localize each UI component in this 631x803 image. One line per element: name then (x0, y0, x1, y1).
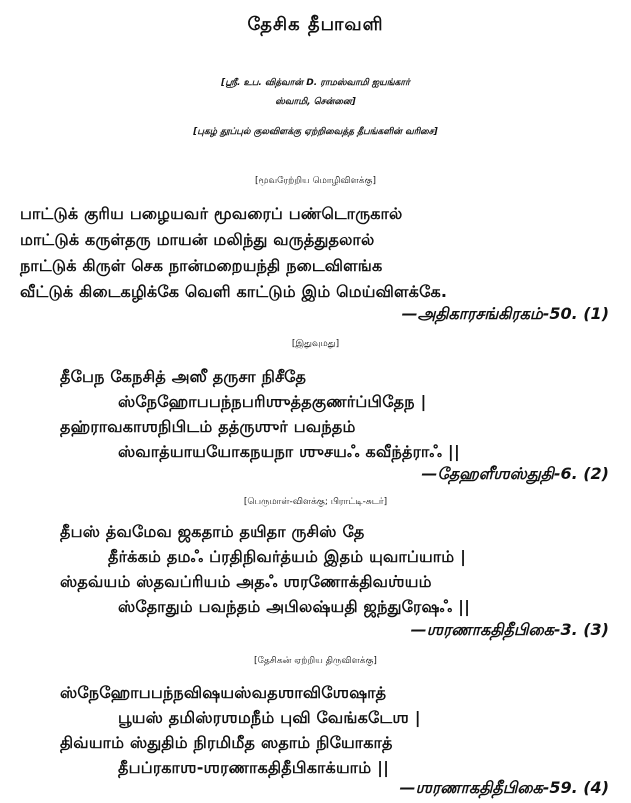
section-2-reference: —தேஹளீஶஸ்துதி-6. (2) (421, 464, 609, 483)
section-2-line-3: தஹ்ராவகாஶநிபிடம் தத்ருஶுர் பவந்தம் (60, 417, 356, 436)
section-4-line-2: பூயஸ் தமிஸ்ரஶமநீம் புவி வேங்கடேஶ | (118, 708, 421, 727)
section-1-line-3: நாட்டுக் கிருள் செக நான்மறையந்தி நடைவிளங்க (20, 256, 383, 275)
author-line-2: ஸ்வாமி, சென்னை] (275, 97, 356, 107)
section-3-heading: [பெருமாள்-விளக்கு; பிராட்டி-சுடர்] (243, 497, 388, 507)
section-2-line-4: ஸ்வாத்யாயயோகநயநா ஶுசயஃ கவீந்த்ராஃ || (118, 442, 461, 461)
section-3-line-3: ஸ்தவ்யம் ஸ்தவப்ரியம் அதஃ ஶரணோக்திவஶ்யம் (60, 572, 432, 591)
section-4-line-1: ஸ்நேஹோபபந்நவிஷயஸ்வதஶாவிஶேஷாத் (60, 683, 387, 702)
section-1-reference: —அதிகாரசங்கிரகம்-50. (1) (401, 304, 609, 323)
section-2-line-2: ஸ்நேஹோபபந்நபரிஶுத்தகுணர்ப்பிதேந | (118, 392, 427, 411)
section-1-line-2: மாட்டுக் கருள்தரு மாயன் மலிந்து வருத்துதலால் (20, 230, 375, 249)
section-3-line-2: தீர்க்கம் தமஃ ப்ரதிநிவர்த்யம் இதம் யுவாப்யாம் | (108, 547, 467, 566)
section-1-line-1: பாட்டுக் குரிய பழையவர் மூவரைப் பண்டொருகால் (20, 204, 403, 223)
section-2-heading: [இதுவுமது] (291, 339, 340, 349)
section-4-line-4: தீபப்ரகாஶ-ஶரணாகதிதீபிகாக்யாம் || (118, 758, 390, 777)
section-1-line-4: வீட்டுக் கிடைகழிக்கே வெளி காட்டும் இம் மெய்விளக்கே. (20, 282, 448, 301)
section-1-heading: [மூவரேற்றிய மொழிவிளக்கு] (255, 176, 376, 186)
author-line-1: [ஸ்ரீ. உப. வித்வான் D. ராமஸ்வாமி ஐயங்கார் (221, 78, 410, 88)
section-4-line-3: திவ்யாம் ஸ்துதிம் நிரமிமீத ஸதாம் நியோகாத் (60, 733, 393, 752)
page-title: தேசிக தீபாவளி (247, 14, 384, 35)
subtitle: [புகழ் தூப்புல் குலவிளக்கு ஏற்றிவைத்த தீபங்களின் வரிசை] (193, 127, 438, 137)
section-2-line-1: தீபேந கேநசித் அஸீ தருசா நிசீதே (60, 367, 307, 386)
section-3-line-1: தீபஸ் த்வமேவ ஜகதாம் தயிதா ருசிஸ் தே (60, 522, 365, 541)
section-3-reference: —ஶரணாகதிதீபிகை-3. (3) (410, 620, 609, 639)
section-3-line-4: ஸ்தோதும் பவந்தம் அபிலஷ்யதி ஜந்துரேஷஃ || (118, 597, 471, 616)
section-4-reference: —ஶரணாகதிதீபிகை-59. (4) (399, 778, 609, 797)
section-4-heading: [தேசிகன் ஏற்றிய திருவிளக்கு] (254, 656, 377, 666)
